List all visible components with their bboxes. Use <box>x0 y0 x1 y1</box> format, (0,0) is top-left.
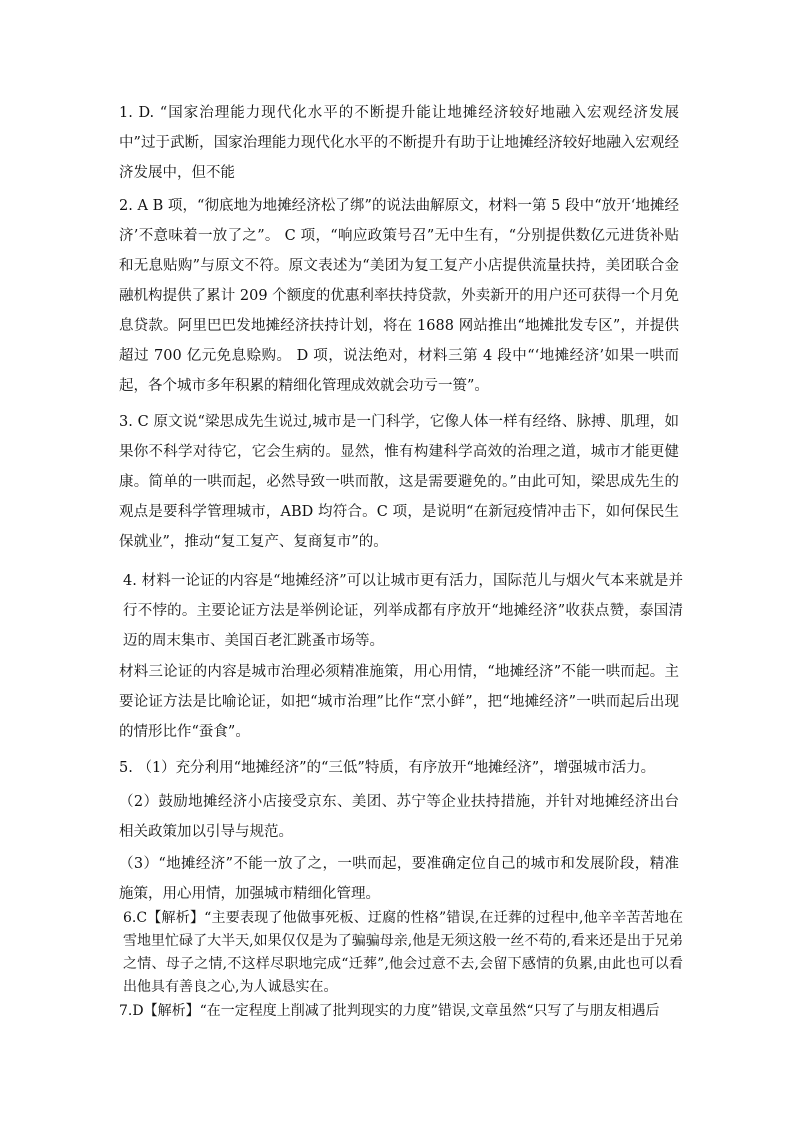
answer-4-material-1: 4. 材料一论证的内容是“地摊经济”可以让城市更有活力，国际范儿与烟火气本来就是并行不悖的。主要论证方法是举例论证，列举成都有序放开“地摊经济”收获点赞，泰国清迈的周末集市、美国百老汇跳蚤市场等。 <box>123 573 683 649</box>
answer-4-material-3: 材料三论证的内容是城市治理必须精准施策，用心用情，“地摊经济”不能一哄而起。主要论证方法是比喻论证，如把“城市治理”比作“烹小鲜”，把“地摊经济”一哄而起后出现的情形比作“蚕食”。 <box>119 664 679 740</box>
answer-5-point-3: （3）“地摊经济”不能一放了之，一哄而起，要准确定位自己的城市和发展阶段，精准施策，用心用情，加强城市精细化管理。 <box>119 856 679 902</box>
answer-7: 7.D【解析】“在一定程度上削减了批判现实的力度”错误,文章虽然“只写了与朋友相遇后 <box>119 1003 660 1019</box>
answer-6: 6.C【解析】“主要表现了他做事死板、迂腐的性格”错误,在迁葬的过程中,他辛辛苦苦地在雪地里忙碌了大半天,如果仅仅是为了骗骗母亲,他是无须这般一丝不苟的,看来还是出于兄弟之情、母子之情,不这样尽职地完成“迁葬”,他会过意不去,会留下感情的负累,由此也可以看出他具有善良之心,为人诚恳实在。 <box>123 910 683 995</box>
answer-5-point-1: 5. （1）充分利用“地摊经济”的“三低”特质，有序放开“地摊经济”，增强城市活力。 <box>119 760 656 776</box>
answer-5-point-2: （2）鼓励地摊经济小店接受京东、美团、苏宁等企业扶持措施，并针对地摊经济出台相关政策加以引导与规范。 <box>119 794 679 840</box>
answer-2: 2. A B 项，“彻底地为地摊经济松了绑”的说法曲解原文，材料一第 5 段中“放开‘地摊经济’不意味着一放了之”。 C 项，“响应政策号召”无中生有，“分别提供数亿元进货补贴和无息贴购”与原文不符。原文表述为“美团为复工复产小店提供流量扶持，美团联合金融机构提供了累计 209 个额度的优惠利率扶持贷款，外卖新开的用户还可获得一个月免息贷款。阿里巴巴发地摊经济扶持计划，将在 1688 网站推出“地摊批发专区”，并提供超过 700 亿元免息赊购。 D 项，说法绝对，材料三第 4 段中“‘地摊经济’如果一哄而起，各个城市多年积累的精细化管理成效就会功亏一篑”。 <box>119 198 679 394</box>
answer-3: 3. C 原文说“梁思成先生说过,城市是一门科学，它像人体一样有经络、脉搏、肌理，如果你不科学对待它，它会生病的。显然，惟有构建科学高效的治理之道，城市才能更健康。简单的一哄而起，必然导致一哄而散，这是需要避免的。”由此可知，梁思成先生的观点是要科学管理城市，ABD 均符合。C 项，是说明“在新冠疫情冲击下，如何保民生保就业”，推动“复工复产、复商复市”的。 <box>119 414 679 550</box>
answer-1: 1. D. “国家治理能力现代化水平的不断提升能让地摊经济较好地融入宏观经济发展中”过于武断，国家治理能力现代化水平的不断提升有助于让地摊经济较好地融入宏观经济发展中，但不能 <box>119 105 679 181</box>
